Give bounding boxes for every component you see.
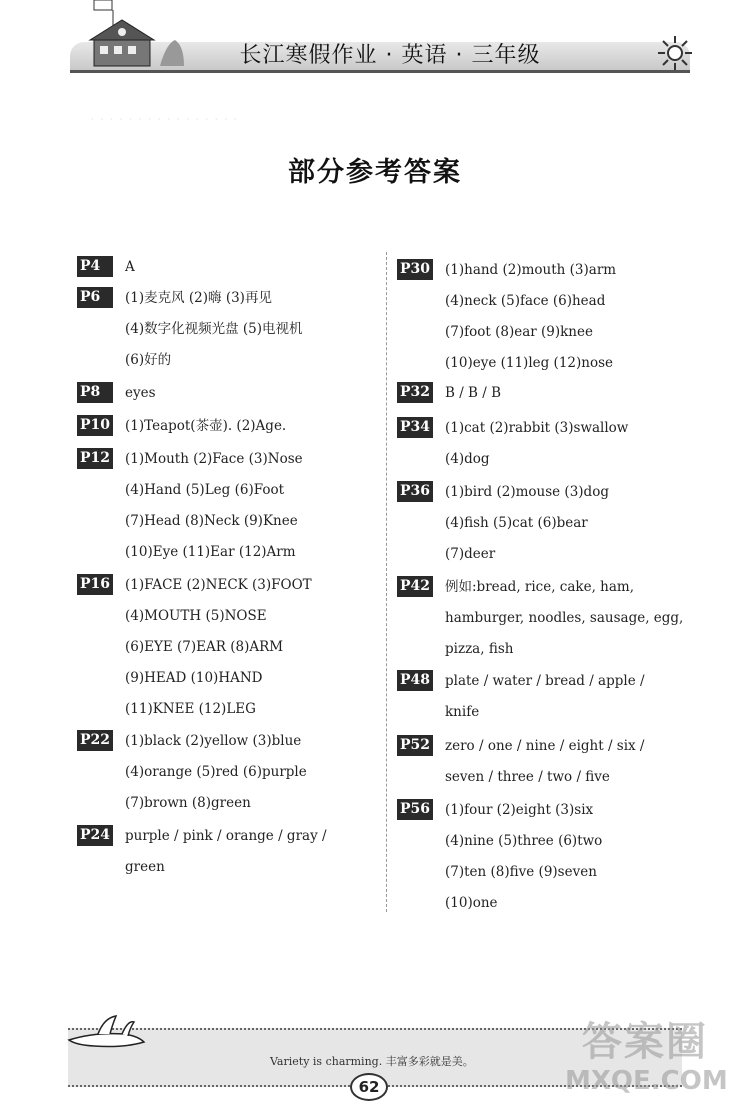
header-title: 长江寒假作业 · 英语 · 三年级 [239,43,541,68]
answer-line: (1)Teapot(茶壶). (2)Age. [125,418,287,434]
answer-line: (4)orange (5)red (6)purple [125,764,307,780]
page-tag: P4 [77,256,113,277]
answer-line: B / B / B [445,385,502,401]
answer-line: knife [445,704,480,720]
page-tag: P36 [397,481,433,502]
page-tag: P32 [397,382,433,403]
answer-line: (9)HEAD (10)HAND [125,670,263,686]
page-tag: P34 [397,417,433,438]
page-tag: P12 [77,448,113,469]
answer-line: (4)MOUTH (5)NOSE [125,608,267,624]
answer-line: green [125,859,165,875]
answer-line: pizza, fish [445,641,514,657]
page-tag: P16 [77,574,113,595]
answer-line: (4)neck (5)face (6)head [445,293,606,309]
answer-line: (1)black (2)yellow (3)blue [125,733,302,749]
page-tag: P24 [77,825,113,846]
answer-line: (7)ten (8)five (9)seven [445,864,597,880]
answer-line: (1)hand (2)mouth (3)arm [445,262,617,278]
answer-line: eyes [125,385,156,401]
answer-line: plate / water / bread / apple / [445,673,645,689]
page-number: 62 [350,1073,388,1101]
answer-line: (1)Mouth (2)Face (3)Nose [125,451,303,467]
page-tag: P30 [397,259,433,280]
page-tag: P8 [77,382,113,403]
rocket-doodle-icon [64,1010,154,1050]
answer-line: (10)eye (11)leg (12)nose [445,355,614,371]
answer-line: (7)deer [445,546,496,562]
answer-line: (4)Hand (5)Leg (6)Foot [125,482,285,498]
page-title: 部分参考答案 [288,157,462,188]
page-tag: P42 [397,576,433,597]
answer-line: (4)数字化视频光盘 (5)电视机 [125,321,303,337]
answer-line: (7)brown (8)green [125,795,251,811]
answer-line: seven / three / two / five [445,769,610,785]
answer-line: A [125,259,135,275]
page-header [60,0,700,80]
answer-line: (6)EYE (7)EAR (8)ARM [125,639,284,655]
answer-line: (7)foot (8)ear (9)knee [445,324,593,340]
page-tag: P22 [77,730,113,751]
answer-line: (1)bird (2)mouse (3)dog [445,484,609,500]
answer-line: (7)Head (8)Neck (9)Knee [125,513,298,529]
answer-line: 例如:bread, rice, cake, ham, [445,579,635,595]
school-building-icon [80,0,190,72]
answer-line: (10)one [445,895,498,911]
answer-line: (4)nine (5)three (6)two [445,833,603,849]
answer-line: purple / pink / orange / gray / [125,828,327,844]
answer-line: (1)four (2)eight (3)six [445,802,594,818]
answer-line: (1)cat (2)rabbit (3)swallow [445,420,629,436]
page-tag: P52 [397,735,433,756]
column-divider [386,252,388,912]
page-tag: P10 [77,415,113,436]
answer-line: (6)好的 [125,352,172,368]
page-tag: P6 [77,287,113,308]
answer-line: (11)KNEE (12)LEG [125,701,256,717]
answer-line: (10)Eye (11)Ear (12)Arm [125,544,296,560]
answer-line: (1)FACE (2)NECK (3)FOOT [125,577,312,593]
answer-line: hamburger, noodles, sausage, egg, [445,610,684,626]
page-tag: P56 [397,799,433,820]
watermark-url: MXQE.COM [565,1066,728,1096]
bleed-through: · · · · · · · · · · · · · · · · [90,110,238,128]
watermark-logo: 答案圈 [582,1019,708,1065]
answer-line: zero / one / nine / eight / six / [445,738,645,754]
answer-line: (4)fish (5)cat (6)bear [445,515,588,531]
answer-line: (4)dog [445,451,490,467]
page-tag: P48 [397,670,433,691]
answer-line: (1)麦克风 (2)嗨 (3)再见 [125,290,272,306]
sun-icon [657,35,693,71]
footer-motto: Variety is charming. 丰富多彩就是美。 [270,1055,474,1068]
